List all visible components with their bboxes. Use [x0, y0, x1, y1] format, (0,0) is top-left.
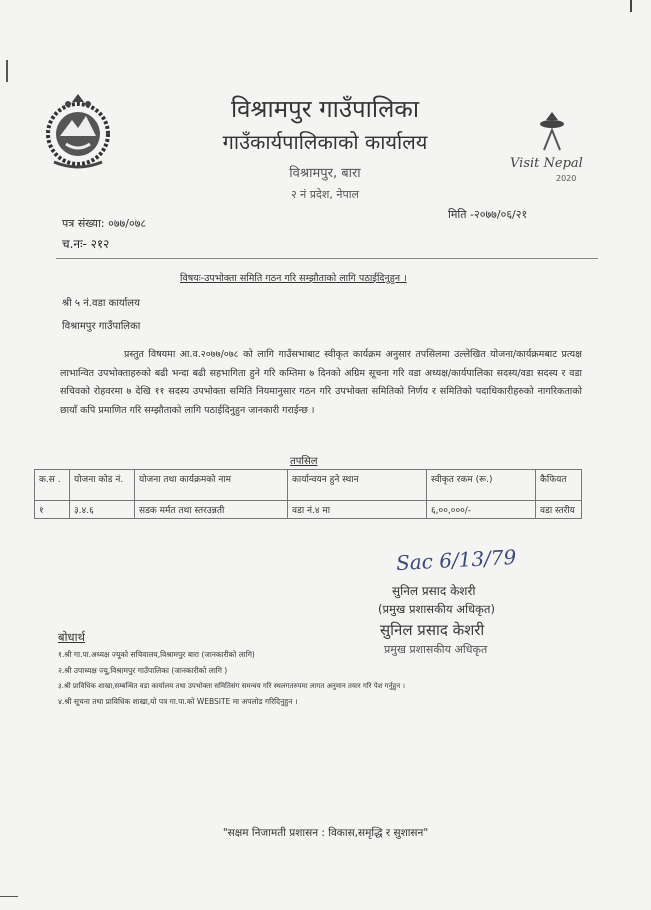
signatory-title: (प्रमुख प्रशासकीय अधिकृत): [378, 602, 495, 616]
col-remarks: कैफियत: [536, 470, 582, 501]
province-country: २ नं प्रदेश, नेपाल: [290, 188, 360, 201]
scan-edge-mark-top: [630, 0, 632, 12]
cell-serial: १: [35, 501, 70, 519]
subject-line: विषयः-उपभोक्ता समिति गठन गरि सम्झौताको लागि पठाईदिनुहुन ।: [180, 273, 407, 284]
signature-stamp-title: प्रमुख प्रशासकीय अधिकृत: [384, 643, 488, 656]
office-name: गाउँकार्यपालिकाको कार्यालय: [222, 130, 428, 154]
table-caption: तपसिल: [290, 456, 318, 467]
cc-item: २.श्री उपाध्यक्ष ज्यू,विश्रामपुर गाउँपालिका (जानकारीको लागि ): [58, 666, 228, 675]
cc-item: ४.श्री सूचना तथा प्राविधिक शाखा,यो पत्र गा.पा.को WEBSITE मा अपलोड गरिदिनुहुन ।: [58, 697, 298, 706]
cell-amount: ६,००,०००/-: [427, 501, 536, 519]
cell-project-name: सडक मर्मत तथा स्तरउन्नती: [135, 501, 288, 519]
visit-nepal-text: Visit Nepal: [510, 156, 583, 171]
signature-stamp-name: सुनिल प्रसाद केशरी: [380, 621, 485, 639]
visit-nepal-logo: [506, 110, 606, 190]
col-amount: स्वीकृत रकम (रू.): [427, 470, 536, 501]
letter-number: पत्र संख्या: ०७७/०७८: [62, 217, 147, 230]
government-emblem-icon: [38, 92, 118, 172]
table-header-row: [35, 470, 582, 501]
recipient-ward-office: श्री ५ नं.वडा कार्यालय: [62, 298, 140, 309]
table-row: [35, 501, 582, 519]
scan-edge-mark-bottom: [0, 896, 18, 897]
col-project-name: योजना तथा कार्यक्रमको नाम: [135, 470, 288, 501]
col-serial: क.स .: [35, 470, 70, 501]
signatory-name: सुनिल प्रसाद केशरी: [392, 584, 476, 598]
cell-remarks: वडा स्तरीय: [536, 501, 582, 519]
col-location: कार्यान्वयन हुने स्थान: [288, 470, 427, 501]
office-address: विश्रामपुर, बारा: [289, 166, 361, 181]
cell-location: वडा नं.४ मा: [288, 501, 427, 519]
municipality-name: विश्रामपुर गाउँपालिका: [230, 95, 420, 123]
footer-slogan: "सक्षम निजामती प्रशासन : विकास,समृद्धि र सुशासन": [222, 827, 429, 839]
cell-project-code: ३.४.६: [70, 501, 135, 519]
letter-date: मिति -२०७७/०६/२१: [448, 208, 528, 221]
visit-nepal-year: 2020: [556, 174, 577, 183]
recipient-municipality: विश्रामपुर गाउँपालिका: [62, 321, 141, 332]
cc-item: १.श्री गा.पा.अध्यक्ष ज्यूको सचिवालय,विश्रामपुर बारा (जानकारीको लागि): [58, 650, 255, 659]
visit-nepal-mark-icon: [506, 110, 606, 152]
letter-body: प्रस्तुत विषयमा आ.व.२०७७/०७८ को लागि गाउँसभाबाट स्वीकृत कार्यक्रम अनुसार तपसिलमा उल्लेखित योजना/कार्यक्रमबाट प्रत्यक्ष लाभान्वित उपभोक्ताहरुको बढी भन्दा बढी सहभागिता हुने गरि कम्तिमा ७ दिनको अग्रिम सूचना गरि वडा अध्यक्ष/कार्यपालिका सदस्य/वडा सदस्य र वडा सचिवको रोहवरमा ७ देखि ११ सदस्य उपभोक्ता समिति नियमानुसार गठन गरि उपभोक्ता समितिको निर्णय र समितिको पदाधिकारीहरुको नागरिकताको छायाँ कपि प्रमाणित गरि सम्झौताको लागि पठाईदिनुहुन जानकारी गराईन्छ ।: [60, 349, 582, 416]
project-table: [34, 469, 582, 519]
handwritten-signature: Sac 6/13/79: [395, 544, 517, 576]
dispatch-number: च.नः- २१२: [62, 237, 110, 251]
cc-heading: बोधार्थ: [58, 630, 85, 644]
col-project-code: योजना कोड नं.: [70, 470, 135, 501]
scan-edge-mark-left: [6, 60, 8, 82]
cc-item: ३.श्री प्राविधिक शाखा,सम्बन्धित वडा कार्यालय तथा उपभोक्ता समितिसंग समन्वय गरि स्थलगतरुपमा लागत अनुमान तयार गरि पेश गर्नुहुन ।: [58, 682, 405, 690]
header-divider: [56, 258, 598, 259]
